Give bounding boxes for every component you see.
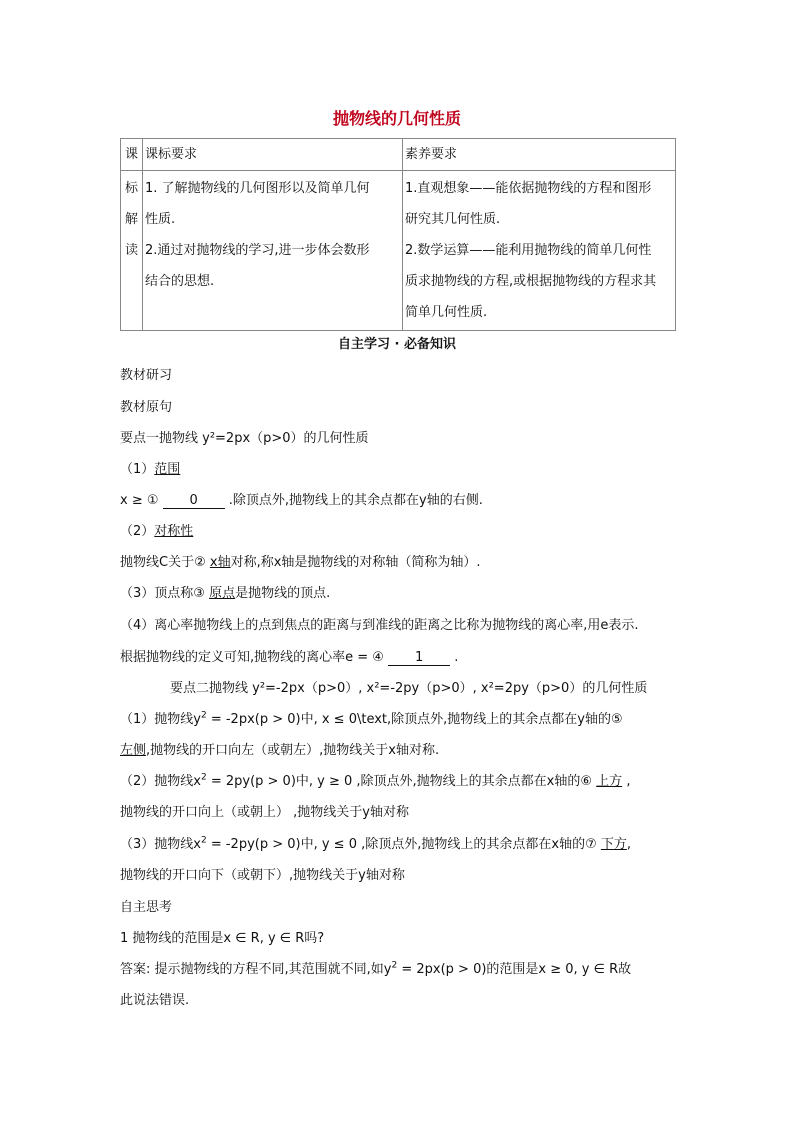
- text-span: .除顶点外,抛物线上的其余点都在y轴的右侧.: [228, 493, 483, 508]
- underlined-term: 上方: [596, 774, 623, 789]
- page-title: 抛物线的几何性质: [332, 109, 461, 128]
- text-span: 对称,称x轴是抛物线的对称轴（简称为轴）.: [230, 555, 481, 570]
- text-line: [120, 708, 623, 727]
- superscript: 2: [200, 772, 207, 783]
- text-line: 教材原句: [120, 400, 173, 415]
- req-right-line: 研究其几何性质.: [405, 212, 501, 227]
- superscript: 2: [200, 835, 207, 846]
- text-line: 要点一抛物线 y²=2px（p>0）的几何性质: [120, 431, 369, 446]
- text-line: [120, 646, 458, 666]
- side-char-1: 课: [121, 139, 143, 171]
- requirements-table: [120, 138, 676, 331]
- req-left-line: 2.通过对抛物线的学习,进一步体会数形: [145, 243, 370, 258]
- req-left-line: 结合的思想.: [145, 274, 215, 289]
- text-line: 此说法错误.: [120, 993, 190, 1008]
- text-span: = 2px(p > 0)的范围是x ≥ 0, y ∈ R故: [397, 962, 632, 977]
- text-line: 要点二抛物线 y²=-2px（p>0）, x²=-2py（p>0）, x²=2py（p>0）的几何性质: [170, 681, 648, 696]
- curriculum-requirements: [143, 171, 403, 331]
- text-span: 根据抛物线的定义可知,抛物线的离心率e = ④: [120, 650, 384, 665]
- underlined-term: 对称性: [154, 524, 194, 539]
- text-span: x ≥ ①: [120, 493, 159, 508]
- text-span: ,抛物线的开口向左（或朝左）,抛物线关于x轴对称.: [146, 743, 440, 758]
- text-span: 是抛物线的顶点.: [235, 586, 331, 601]
- text-span: （3）顶点称③: [120, 586, 205, 601]
- text-span: ,: [622, 774, 631, 789]
- header-left: 课标要求: [143, 139, 403, 171]
- side-char-4: 读: [124, 243, 138, 258]
- text-line: [120, 458, 180, 477]
- text-line: [120, 958, 631, 977]
- text-line: 抛物线的开口向上（或朝上） ,抛物线关于y轴对称: [120, 805, 409, 820]
- side-char-2: 标: [124, 181, 138, 196]
- underlined-term: 下方: [600, 837, 627, 852]
- text-line: [120, 489, 483, 509]
- text-span: .: [454, 650, 459, 665]
- text-span: ,: [626, 837, 632, 852]
- superscript: 2: [200, 710, 207, 721]
- text-line: 1 抛物线的范围是x ∈ R, y ∈ R吗?: [120, 931, 325, 946]
- side-char-3: 解: [124, 212, 138, 227]
- text-span: = -2py(p > 0)中, y ≤ 0 ,除顶点外,抛物线上的其余点都在x轴的⑦: [206, 837, 601, 852]
- text-line: 自主思考: [120, 900, 173, 915]
- underlined-term: 范围: [154, 462, 181, 477]
- underlined-term: x轴: [209, 555, 231, 570]
- answer-blank: 0: [163, 493, 225, 509]
- section-title: 自主学习 · 必备知识: [338, 337, 456, 352]
- text-line: [120, 582, 330, 601]
- text-line: [120, 833, 631, 852]
- text-line: [120, 739, 439, 758]
- header-right: 素养要求: [403, 139, 676, 171]
- underlined-term: 左侧: [120, 743, 147, 758]
- req-left-line: 性质.: [145, 212, 176, 227]
- req-right-line: 2.数学运算——能利用抛物线的简单几何性: [405, 243, 652, 258]
- req-right-line: 质求抛物线的方程,或根据抛物线的方程求其: [405, 274, 657, 289]
- text-span: 抛物线C关于②: [120, 555, 206, 570]
- text-span: 答案: 提示抛物线的方程不同,其范围就不同,如y: [120, 962, 392, 977]
- text-line: [120, 770, 630, 789]
- text-span: （1）: [120, 462, 155, 477]
- text-line: 抛物线的开口向下（或朝下）,抛物线关于y轴对称: [120, 868, 405, 883]
- underlined-term: 原点: [209, 586, 236, 601]
- text-line: （4）离心率抛物线上的点到焦点的距离与到准线的距离之比称为抛物线的离心率,用e表示.: [120, 618, 639, 633]
- text-span: （1）抛物线y: [120, 712, 201, 727]
- req-left-line: 1. 了解抛物线的几何图形以及简单几何: [145, 181, 370, 196]
- side-column: [121, 171, 143, 331]
- superscript: 2: [391, 960, 398, 971]
- text-line: [120, 520, 193, 539]
- text-line: 教材研习: [120, 368, 173, 383]
- text-line: [120, 551, 481, 570]
- text-span: （2）抛物线x: [120, 774, 201, 789]
- text-span: （2）: [120, 524, 155, 539]
- text-span: = -2px(p > 0)中, x ≤ 0\text,除顶点外,抛物线上的其余点都在y轴的⑤: [206, 712, 623, 727]
- answer-blank: 1: [388, 650, 450, 666]
- req-right-line: 1.直观想象——能依据抛物线的方程和图形: [405, 181, 652, 196]
- req-right-line: 简单几何性质.: [405, 305, 488, 320]
- text-span: （3）抛物线x: [120, 837, 201, 852]
- competency-requirements: [403, 171, 676, 331]
- text-span: = 2py(p > 0)中, y ≥ 0 ,除顶点外,抛物线上的其余点都在x轴的⑥: [206, 774, 597, 789]
